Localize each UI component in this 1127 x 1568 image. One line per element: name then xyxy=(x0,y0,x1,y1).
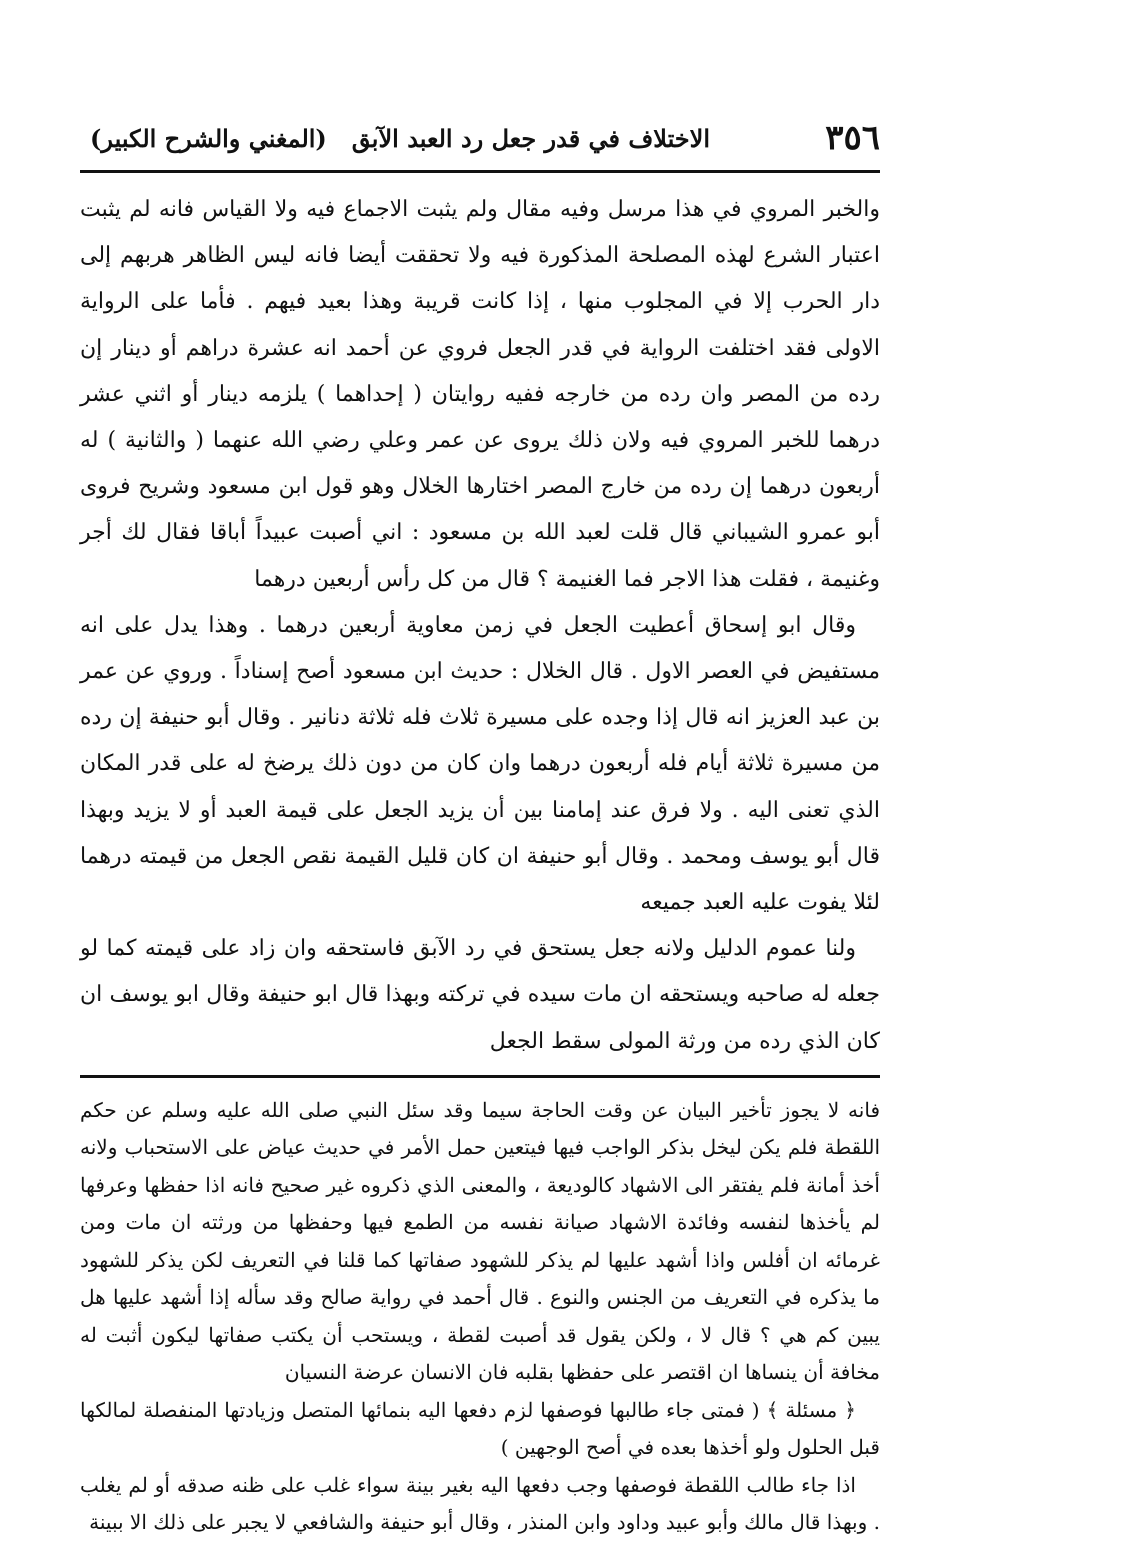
chapter-title: الاختلاف في قدر جعل رد العبد الآبق xyxy=(351,124,710,153)
commentary-text xyxy=(80,1092,880,1542)
page xyxy=(80,118,880,1542)
header-divider xyxy=(80,170,880,173)
paragraph: اذا جاء طالب اللقطة فوصفها وجب دفعها اليه بغير بينة سواء غلب على ظنه صدقه أو لم يغلب . وبهذا قال مالك وأبو عبيد وداود وابن المنذر ، وقال أبو حنيفة والشافعي لا يجبر على ذلك الا ببينة xyxy=(80,1472,880,1535)
paragraph: ولنا عموم الدليل ولانه جعل يستحق في رد الآبق فاستحقه وان زاد على قيمته كما لو جعله له صاحبه ويستحقه ان مات سيده في تركته وبهذا قال ابو حنيفة وقال ابو يوسف ان كان الذي رده من ورثة المولى سقط الجعل xyxy=(80,936,880,1054)
main-text xyxy=(80,187,880,1065)
issue-heading-paragraph: ﴿ مسئلة ﴾ ( فمتى جاء طالبها فوصفها لزم دفعها اليه بنمائها المتصل وزيادتها المنفصلة لمالكها قبل الحلول ولو أخذها بعده في أصح الوجهين ) xyxy=(80,1397,880,1460)
paragraph: فانه لا يجوز تأخير البيان عن وقت الحاجة سيما وقد سئل النبي صلى الله عليه وسلم عن حكم اللقطة فلم يكن ليخل بذكر الواجب فيها فيتعين حمل الأمر في حديث عياض على الاستحباب ولانه أخذ أمانة فلم يفتقر الى الاشهاد كالوديعة ، والمعنى الذي ذكروه غير صحيح فانه اذا حفظها وعرفها لم يأخذها لنفسه وفائدة الاشهاد صيانة نفسه من الطمع فيها وحفظها من ورثته ان مات ومن غرمائه ان أفلس واذا أشهد عليها لم يذكر للشهود صفاتها كما قلنا في التعريف لكن يذكر للشهود ما يذكره في التعريف من الجنس والنوع . قال أحمد في رواية صالح وقد سأله إذا أشهد عليها هل يبين كم هي ؟ قال لا ، ولكن يقول قد أصبت لقطة ، ويستحب أن يكتب صفاتها ليكون أثبت له مخافة أن ينساها ان اقتصر على حفظها بقلبه فان الانسان عرضة النسيان xyxy=(80,1097,880,1385)
book-title: (المغني والشرح الكبير) xyxy=(90,124,327,153)
page-number: ٣٥٦ xyxy=(825,118,880,158)
section-divider xyxy=(80,1075,880,1078)
page-header xyxy=(80,118,880,166)
paragraph: وقال ابو إسحاق أعطيت الجعل في زمن معاوية أربعين درهما . وهذا يدل على انه مستفيض في العصر الاول . قال الخلال : حديث ابن مسعود أصح إسناداً . وروي عن عمر بن عبد العزيز انه قال إذا وجده على مسيرة ثلاث فله ثلاثة دنانير . وقال أبو حنيفة إن رده من مسيرة ثلاثة أيام فله أربعون درهما وان كان من دون ذلك يرضخ له على قدر المكان الذي تعنى اليه . ولا فرق عند إمامنا بين أن يزيد الجعل على قيمة العبد أو لا يزيد وبهذا قال أبو يوسف ومحمد . وقال أبو حنيفة ان كان قليل القيمة نقص الجعل من قيمته درهما لئلا يفوت عليه العبد جميعه xyxy=(80,612,880,916)
paragraph: والخبر المروي في هذا مرسل وفيه مقال ولم يثبت الاجماع فيه ولا القياس فانه لم يثبت اعتبار الشرع لهذه المصلحة المذكورة فيه ولا تحققت أيضا فانه ليس الظاهر هربهم إلى دار الحرب إلا في المجلوب منها ، إذا كانت قريبة وهذا بعيد فيهم . فأما على الرواية الاولى فقد اختلفت الرواية في قدر الجعل فروي عن أحمد انه عشرة دراهم أو دينار إن رده من المصر وان رده من خارجه ففيه روايتان ( إحداهما ) يلزمه دينار أو اثني عشر درهما للخبر المروي فيه ولان ذلك يروى عن عمر وعلي رضي الله عنهما ( والثانية ) له أربعون درهما إن رده من خارج المصر اختارها الخلال وهو قول ابن مسعود وشريح فروى أبو عمرو الشيباني قال قلت لعبد الله بن مسعود : اني أصبت عبيداً أباقا فقال لك أجر وغنيمة ، فقلت هذا الاجر فما الغنيمة ؟ قال من كل رأس أربعين درهما xyxy=(80,197,880,592)
